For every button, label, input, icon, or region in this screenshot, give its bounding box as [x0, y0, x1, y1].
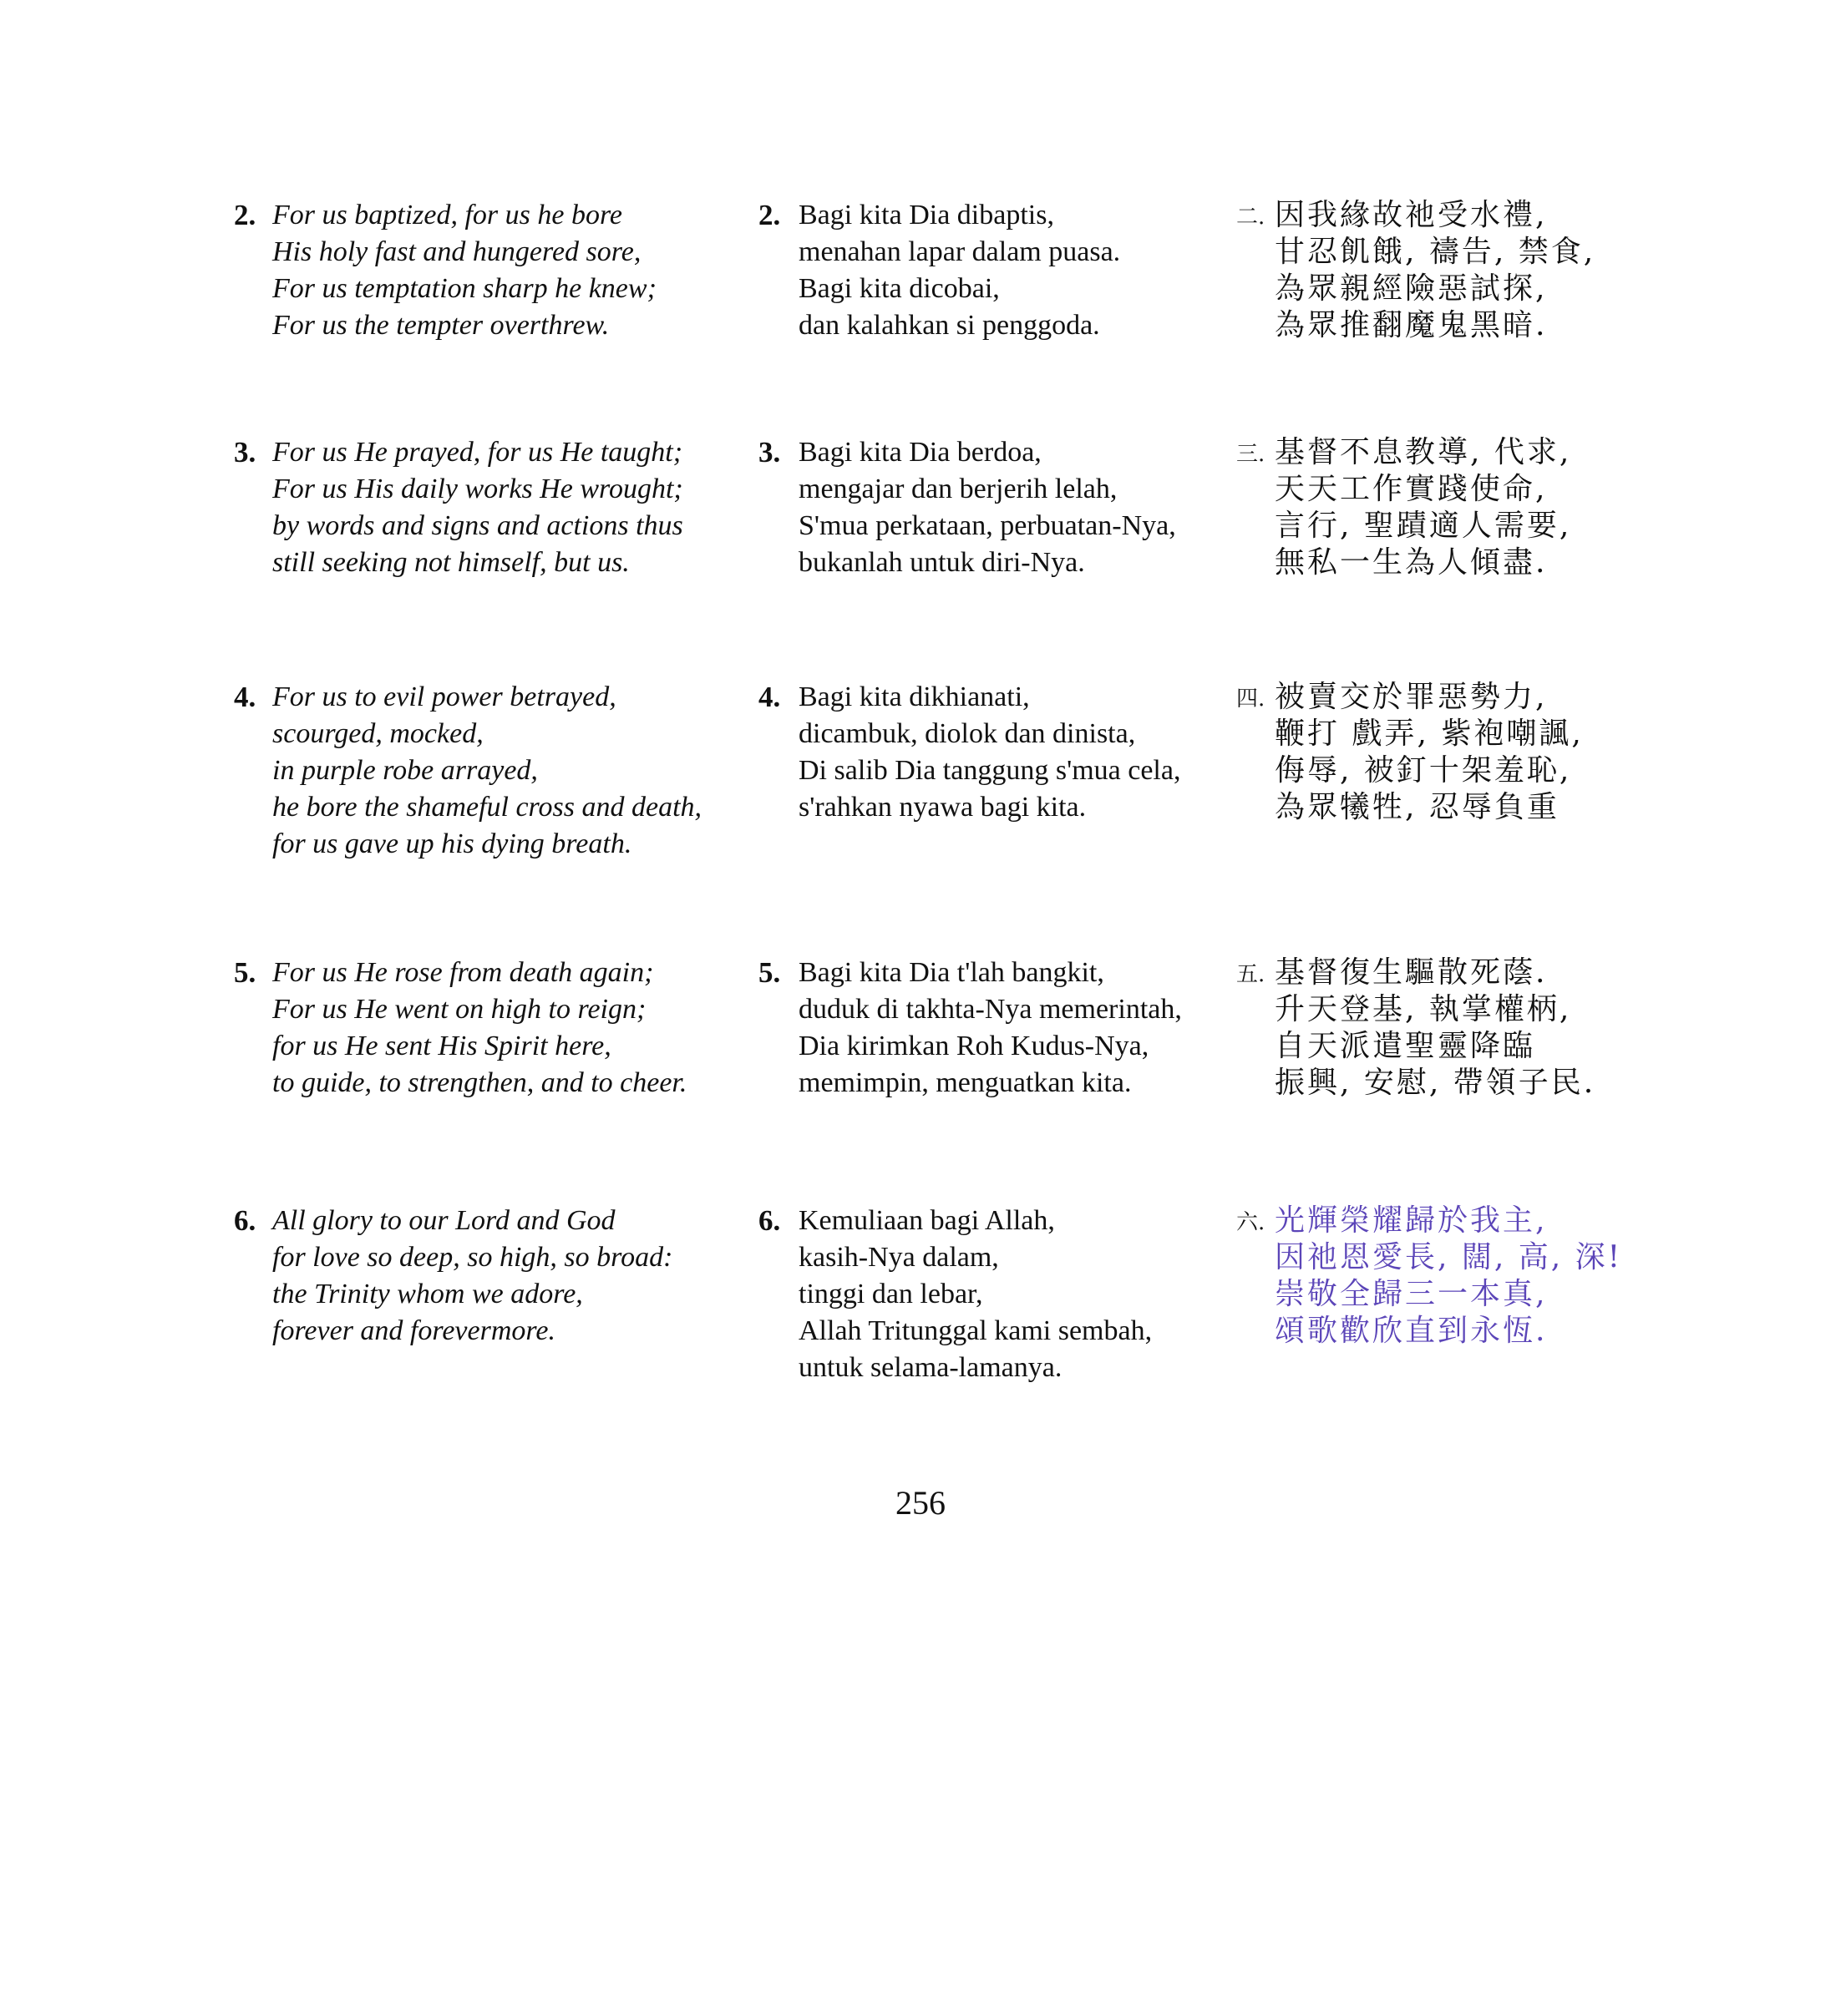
verse-line: dan kalahkan si penggoda.: [799, 310, 1100, 341]
verse-number: 6.: [758, 1204, 781, 1237]
verse-line: All glory to our Lord and God: [272, 1205, 616, 1236]
verse-line: untuk selama-lamanya.: [799, 1352, 1063, 1383]
verse-line: 基督不息教導, 代求,: [1275, 435, 1572, 469]
verse-line: by words and signs and actions thus: [272, 510, 683, 541]
verse-line: Bagi kita Dia t'lah bangkit,: [799, 957, 1104, 988]
verse-line: 鞭打 戲弄, 紫袍嘲諷,: [1275, 717, 1584, 751]
verse-line: he bore the shameful cross and death,: [272, 792, 702, 823]
verse-line: Bagi kita Dia berdoa,: [799, 437, 1042, 468]
verse-number: 5.: [758, 956, 781, 989]
verse-line: forever and forevermore.: [272, 1315, 555, 1346]
verse-number: 四.: [1236, 686, 1265, 712]
verse-number: 2.: [758, 199, 781, 231]
verse-line: 頌歌歡欣直到永恆.: [1275, 1314, 1548, 1348]
verse-line: 侮辱, 被釘十架羞恥,: [1275, 753, 1572, 788]
verse-line: 光輝榮耀歸於我主,: [1275, 1203, 1548, 1238]
verse-line: For us the tempter overthrew.: [272, 310, 610, 341]
verse-line: in purple robe arrayed,: [272, 755, 538, 786]
verse-line: duduk di takhta-Nya memerintah,: [799, 994, 1182, 1025]
verse-line: s'rahkan nyawa bagi kita.: [799, 792, 1087, 823]
verse-number: 六.: [1236, 1210, 1265, 1235]
verse-line: Di salib Dia tanggung s'mua cela,: [799, 755, 1181, 786]
verse-line: 基督復生驅散死蔭.: [1275, 955, 1548, 990]
verse-number: 二.: [1236, 205, 1265, 230]
verse-number: 6.: [234, 1204, 256, 1237]
verse-line: 甘忍飢餓, 禱告, 禁食,: [1275, 235, 1596, 269]
verse-line: bukanlah untuk diri-Nya.: [799, 547, 1085, 578]
verse-line: menahan lapar dalam puasa.: [799, 236, 1121, 267]
verse-line: 天天工作實踐使命,: [1275, 472, 1548, 506]
verse-line: to guide, to strengthen, and to cheer.: [272, 1067, 687, 1098]
verse-line: 為眾親經險惡試探,: [1275, 271, 1548, 306]
verse-line: 自天派遣聖靈降臨: [1275, 1029, 1536, 1063]
verse-line: 為眾犧牲, 忍辱負重: [1275, 790, 1560, 824]
verse-number: 五.: [1236, 962, 1265, 987]
verse-line: For us to evil power betrayed,: [272, 681, 616, 712]
verse-line: dicambuk, diolok dan dinista,: [799, 718, 1136, 749]
verse-line: For us He went on high to reign;: [272, 994, 647, 1025]
verse-line: For us He rose from death again;: [272, 957, 654, 988]
verse-line: 無私一生為人傾盡.: [1275, 545, 1548, 580]
verse-line: Bagi kita Dia dibaptis,: [799, 200, 1054, 230]
verse-line: mengajar dan berjerih lelah,: [799, 474, 1118, 504]
verse-line: for us He sent His Spirit here,: [272, 1031, 611, 1061]
verse-number: 5.: [234, 956, 256, 989]
verse-line: His holy fast and hungered sore,: [272, 236, 642, 267]
verse-line: S'mua perkataan, perbuatan-Nya,: [799, 510, 1176, 541]
verse-line: For us baptized, for us he bore: [272, 200, 623, 230]
verse-line: 振興, 安慰, 帶領子民.: [1275, 1066, 1596, 1100]
verse-line: For us He prayed, for us He taught;: [272, 437, 683, 468]
verse-number: 4.: [234, 681, 256, 713]
verse-line: tinggi dan lebar,: [799, 1279, 983, 1309]
verse-line: 崇敬全歸三一本真,: [1275, 1277, 1548, 1311]
verse-number: 2.: [234, 199, 256, 231]
verse-line: the Trinity whom we adore,: [272, 1279, 583, 1309]
verse-line: 升天登基, 執掌權柄,: [1275, 992, 1572, 1026]
verse-line: Bagi kita dicobai,: [799, 273, 1000, 304]
verse-line: 因祂恩愛長, 闊, 高, 深!: [1275, 1240, 1623, 1274]
verse-line: 被賣交於罪惡勢力,: [1275, 680, 1548, 714]
verse-line: Bagi kita dikhianati,: [799, 681, 1030, 712]
verse-line: For us His daily works He wrought;: [272, 474, 683, 504]
verse-line: Allah Tritunggal kami sembah,: [799, 1315, 1153, 1346]
verse-line: For us temptation sharp he knew;: [272, 273, 657, 304]
verse-line: memimpin, menguatkan kita.: [799, 1067, 1132, 1098]
page-number: 256: [895, 1484, 946, 1522]
verse-number: 3.: [758, 436, 781, 469]
verse-line: 因我緣故祂受水禮,: [1275, 198, 1548, 232]
verse-line: scourged, mocked,: [272, 718, 484, 749]
verse-line: Kemuliaan bagi Allah,: [799, 1205, 1055, 1236]
verse-line: Dia kirimkan Roh Kudus-Nya,: [799, 1031, 1149, 1061]
verse-line: 言行, 聖蹟適人需要,: [1275, 509, 1572, 543]
verse-number: 3.: [234, 436, 256, 469]
verse-line: for love so deep, so high, so broad:: [272, 1242, 673, 1273]
verse-line: still seeking not himself, but us.: [272, 547, 630, 578]
verse-number: 4.: [758, 681, 781, 713]
verse-number: 三.: [1236, 442, 1265, 467]
verse-line: 為眾推翻魔鬼黑暗.: [1275, 308, 1548, 342]
verse-line: for us gave up his dying breath.: [272, 828, 632, 859]
verse-line: kasih-Nya dalam,: [799, 1242, 999, 1273]
